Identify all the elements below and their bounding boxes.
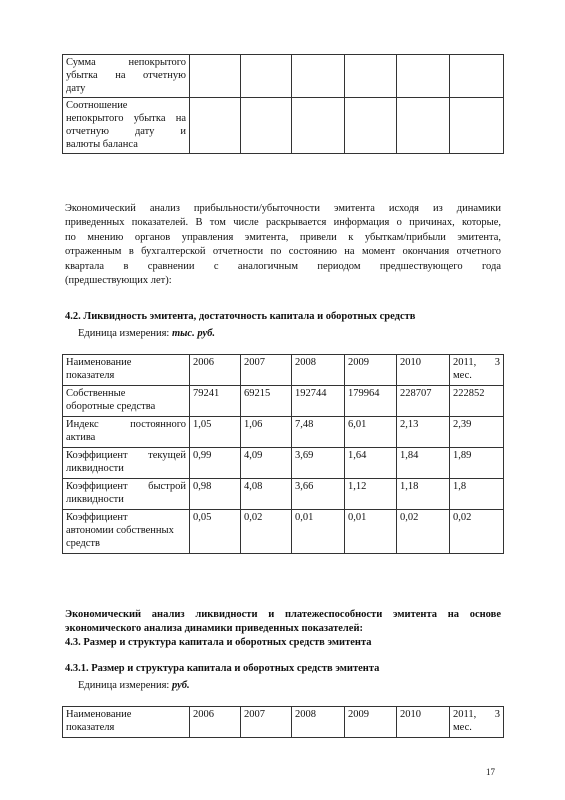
table-cell: [292, 98, 345, 154]
table-cell: 69215: [241, 386, 292, 417]
header-year: 2008: [292, 707, 345, 738]
label-line: средств: [66, 538, 100, 549]
row-label: [63, 448, 190, 479]
header-year: 2009: [345, 355, 397, 386]
header-year: [450, 707, 504, 738]
header-year: 2008: [292, 355, 345, 386]
label-line: актива: [66, 432, 96, 443]
header-year: 2010: [397, 707, 450, 738]
table-header-row: [63, 707, 504, 738]
page-number: 17: [486, 767, 495, 777]
table-cell: 1,8: [450, 479, 504, 510]
table-cell: [241, 98, 292, 154]
table-cell: 0,01: [292, 510, 345, 554]
label-line: Наименование: [66, 357, 132, 368]
paragraph-line: Экономический анализ ликвидности и платежеспособности эмитента на основе: [65, 609, 501, 620]
row-label: [63, 98, 190, 154]
table-cell: 1,84: [397, 448, 450, 479]
table-cell: 4,08: [241, 479, 292, 510]
header-label: [63, 707, 190, 738]
label-line: Индекс постоянного: [66, 419, 186, 430]
unit-label: [78, 680, 190, 691]
table-cell: [450, 98, 504, 154]
label-line: отчетную дату и: [66, 126, 186, 137]
table-cell: 1,89: [450, 448, 504, 479]
label-line: оборотные средства: [66, 401, 156, 412]
table-cell: 3,69: [292, 448, 345, 479]
table-row: [63, 448, 504, 479]
label-line: 2011, 3: [453, 709, 500, 720]
section-heading: 4.3. Размер и структура капитала и оборотных средств эмитента: [65, 637, 372, 648]
table-row: [63, 386, 504, 417]
unit-value: тыс. руб.: [171, 328, 215, 339]
table-cell: 79241: [190, 386, 241, 417]
table-cell: 2,13: [397, 417, 450, 448]
table-cell: 4,09: [241, 448, 292, 479]
table-cell: 0,98: [190, 479, 241, 510]
table-cell: 1,06: [241, 417, 292, 448]
table-cell: [345, 98, 397, 154]
capital-table: [62, 706, 504, 738]
label-line: Сумма непокрытого: [66, 57, 186, 68]
label-line: валюты баланса: [66, 139, 138, 150]
paragraph-line: экономического анализа динамики приведенных показателей:: [65, 623, 364, 635]
table-cell: [190, 55, 241, 98]
header-year: 2006: [190, 707, 241, 738]
row-label: [63, 510, 190, 554]
table-cell: [190, 98, 241, 154]
label-line: непокрытого убытка на: [66, 113, 186, 124]
table-cell: [292, 55, 345, 98]
table-cell: 192744: [292, 386, 345, 417]
label-line: Коэффициент текущей: [66, 450, 186, 461]
table-row: [63, 55, 504, 98]
row-label: [63, 55, 190, 98]
section-heading: 4.2. Ликвидность эмитента, достаточность капитала и оборотных средств: [65, 311, 416, 322]
table-row: [63, 417, 504, 448]
table-row: [63, 98, 504, 154]
paragraph-line: приведенных показателей. В том числе раскрывается информация о причинах, которые,: [65, 217, 501, 229]
table-cell: [397, 55, 450, 98]
table-row: [63, 479, 504, 510]
header-year: 2007: [241, 355, 292, 386]
table-cell: 2,39: [450, 417, 504, 448]
table-cell: 0,02: [450, 510, 504, 554]
header-year: 2010: [397, 355, 450, 386]
paragraph-line: отраженным в бухгалтерской отчетности по состоянию на момент окончания отчетного: [65, 246, 501, 258]
label-line: ликвидности: [66, 463, 124, 474]
label-line: мес.: [453, 370, 472, 381]
table-cell: 0,99: [190, 448, 241, 479]
top-table: [62, 54, 504, 154]
label-line: убытка на отчетную: [66, 70, 186, 81]
liquidity-table: [62, 354, 504, 554]
table-cell: 0,01: [345, 510, 397, 554]
label-line: Наименование: [66, 709, 132, 720]
header-year: 2009: [345, 707, 397, 738]
label-line: ликвидности: [66, 494, 124, 505]
row-label: [63, 479, 190, 510]
header-year: [450, 355, 504, 386]
table-cell: 7,48: [292, 417, 345, 448]
paragraph-line: (предшествующих лет):: [65, 275, 172, 287]
label-line: мес.: [453, 722, 472, 733]
table-cell: 1,64: [345, 448, 397, 479]
table-cell: 222852: [450, 386, 504, 417]
paragraph-line: по мнению органов управления эмитента, привели к убыткам/прибыли эмитента,: [65, 231, 501, 243]
unit-label: [78, 328, 215, 339]
label-line: 2011, 3: [453, 357, 500, 368]
table-cell: 179964: [345, 386, 397, 417]
label-line: дату: [66, 83, 86, 94]
header-label: [63, 355, 190, 386]
liquidity-analysis-paragraph: [65, 608, 501, 637]
paragraph-line: квартала в сравнении с аналогичным периодом предшествующего года: [65, 260, 501, 272]
table-cell: 228707: [397, 386, 450, 417]
table-cell: 1,12: [345, 479, 397, 510]
table-cell: 0,02: [241, 510, 292, 554]
subsection-heading: 4.3.1. Размер и структура капитала и оборотных средств эмитента: [65, 663, 380, 674]
table-cell: [345, 55, 397, 98]
unit-label-text: Единица измерения:: [78, 680, 172, 691]
table-cell: [450, 55, 504, 98]
analysis-paragraph: [65, 202, 501, 288]
table-cell: 6,01: [345, 417, 397, 448]
table-header-row: [63, 355, 504, 386]
label-line: Коэффициент: [66, 512, 128, 523]
paragraph-line: Экономический анализ прибыльности/убыточности эмитента исходя из динамики: [65, 203, 501, 214]
label-line: Собственные: [66, 388, 126, 399]
label-line: Коэффициент быстрой: [66, 481, 186, 492]
table-cell: [397, 98, 450, 154]
unit-label-text: Единица измерения:: [78, 328, 172, 339]
header-year: 2007: [241, 707, 292, 738]
unit-value: руб.: [171, 680, 190, 691]
row-label: [63, 386, 190, 417]
table-cell: [241, 55, 292, 98]
label-line: Соотношение: [66, 100, 128, 111]
row-label: [63, 417, 190, 448]
label-line: автономии собственных: [66, 525, 174, 536]
table-cell: 3,66: [292, 479, 345, 510]
header-year: 2006: [190, 355, 241, 386]
label-line: показателя: [66, 722, 115, 733]
table-cell: 0,02: [397, 510, 450, 554]
label-line: показателя: [66, 370, 115, 381]
table-cell: 0,05: [190, 510, 241, 554]
table-cell: 1,05: [190, 417, 241, 448]
table-cell: 1,18: [397, 479, 450, 510]
table-row: [63, 510, 504, 554]
